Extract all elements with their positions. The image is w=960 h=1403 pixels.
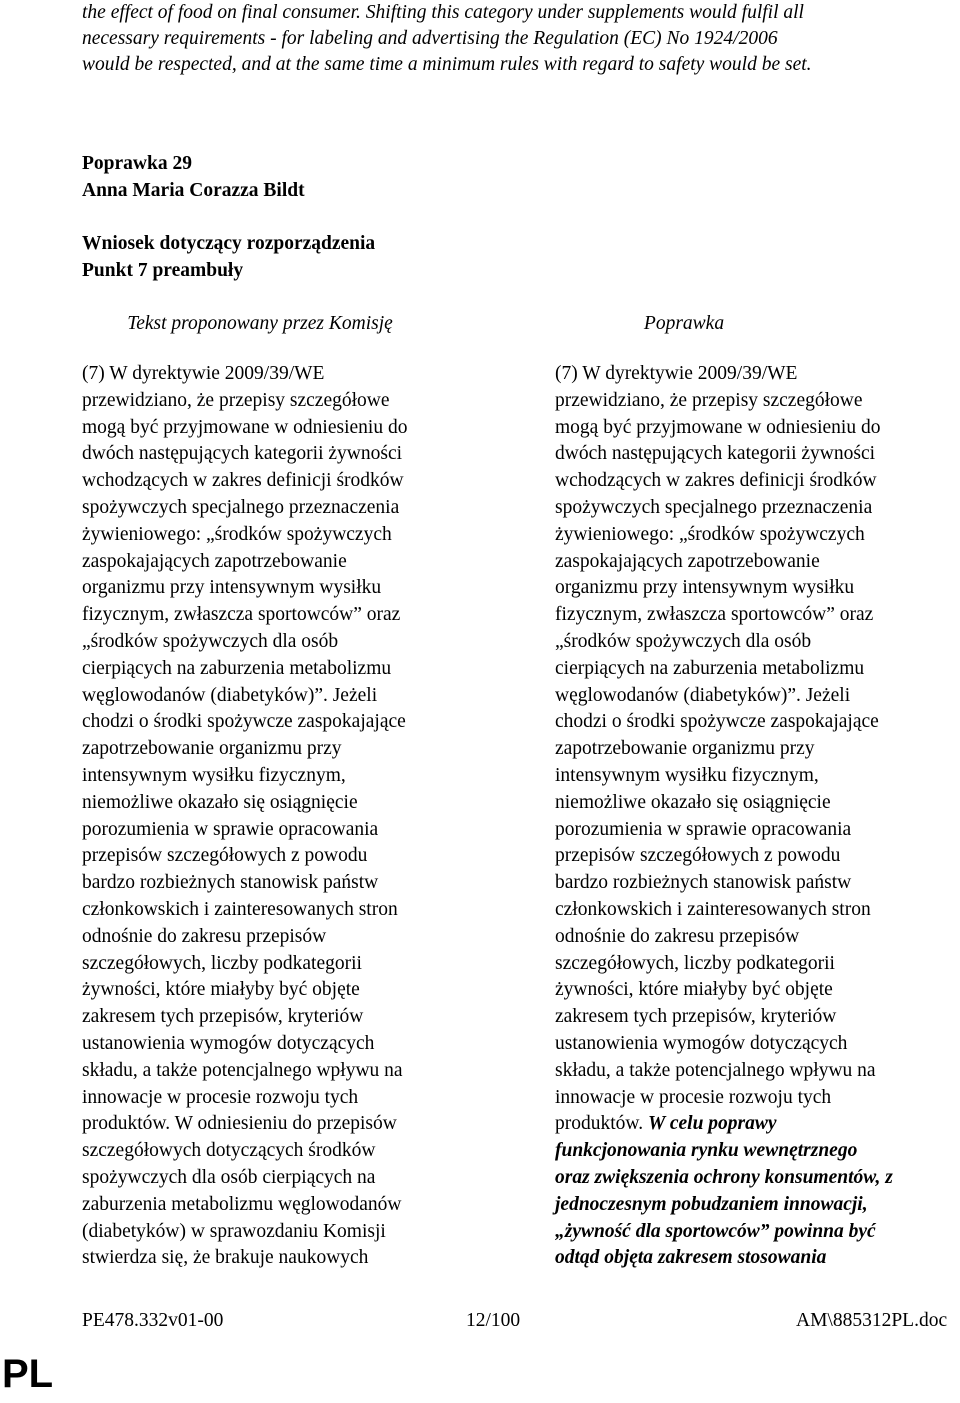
text-line: wchodzących w zakres definicji środków [555, 470, 877, 492]
text-line: żywieniowego: „środków spożywczych [82, 523, 392, 545]
intro-line: would be respected, and at the same time a minimum rules with regard to safety would be set. [82, 54, 812, 75]
text-line: zapotrzebowanie organizmu przy [82, 738, 342, 760]
text-line: (7) W dyrektywie 2009/39/WE [555, 363, 798, 384]
text-line: dwóch następujących kategorii żywności [82, 443, 403, 465]
text-line: „środków spożywczych dla osób [555, 630, 812, 652]
text-line: składu, a także potencjalnego wpływu na [555, 1059, 876, 1081]
amendment-unchanged-text [555, 361, 893, 1111]
amendment-text-heading: Poprawka [643, 313, 725, 334]
text-line: porozumienia w sprawie opracowania [82, 818, 379, 840]
text-line: zapotrzebowanie organizmu przy [555, 738, 815, 760]
text-line: węglowodanów (diabetyków)”. Jeżeli [82, 684, 378, 706]
footer-document-reference: PE478.332v01-00 [82, 1310, 224, 1331]
text-line: fizycznym, zwłaszcza sportowców” oraz [555, 604, 874, 626]
amendment-text-column [555, 361, 893, 1272]
text-line: zaburzenia metabolizmu węglowodanów [82, 1193, 402, 1215]
text-line: jednoczesnym pobudzaniem innowacji, [555, 1193, 868, 1215]
amendment-new-text [555, 1138, 893, 1272]
footer-page-number: 12/100 [466, 1310, 521, 1331]
text-line: szczegółowych dotyczących środków [82, 1140, 376, 1162]
text-line: ustanowienia wymogów dotyczących [82, 1032, 375, 1054]
text-line: odtąd objęta zakresem stosowania [555, 1247, 827, 1269]
text-line: żywności, które miałyby być objęte [82, 979, 360, 1001]
text-line: ustanowienia wymogów dotyczących [555, 1032, 848, 1054]
text-line: bardzo rozbieżnych stanowisk państw [555, 872, 852, 894]
text-line: cierpiących na zaburzenia metabolizmu [82, 657, 392, 679]
text-line: (7) W dyrektywie 2009/39/WE [82, 363, 325, 384]
text-line: stwierdza się, że brakuje naukowych [82, 1247, 369, 1269]
text-line: niemożliwe okazało się osiągnięcie [555, 791, 831, 813]
proposal-type: Wniosek dotyczący rozporządzenia [82, 233, 376, 254]
text-line: chodzi o środki spożywcze zaspokajające [82, 711, 406, 733]
footer-file-name: AM\885312PL.doc [796, 1310, 948, 1331]
text-line: porozumienia w sprawie opracowania [555, 818, 852, 840]
amendment-new-fragment: W celu poprawy [647, 1113, 777, 1135]
text-line: zaspokajających zapotrzebowanie [555, 550, 820, 572]
text-line: spożywczych specjalnego przeznaczenia [82, 496, 400, 518]
text-line: spożywczych dla osób cierpiących na [82, 1166, 376, 1188]
amendment-mixed-line [555, 1111, 893, 1138]
text-line: szczegółowych, liczby podkategorii [82, 952, 362, 974]
commission-text-column [82, 361, 407, 1272]
text-line: (diabetyków) w sprawozdaniu Komisji [82, 1220, 386, 1242]
text-line: wchodzących w zakres definicji środków [82, 470, 404, 492]
text-line: organizmu przy intensywnym wysiłku [555, 577, 855, 599]
text-line: węglowodanów (diabetyków)”. Jeżeli [555, 684, 851, 706]
text-line: spożywczych specjalnego przeznaczenia [555, 496, 873, 518]
text-line: żywności, które miałyby być objęte [555, 979, 833, 1001]
text-line: zakresem tych przepisów, kryteriów [555, 1006, 837, 1028]
amendment-plain-fragment: produktów. [555, 1113, 648, 1135]
text-line: chodzi o środki spożywcze zaspokajające [555, 711, 879, 733]
amendment-author: Anna Maria Corazza Bildt [82, 180, 305, 201]
text-line: zakresem tych przepisów, kryteriów [82, 1006, 364, 1028]
intro-line: necessary requirements - for labeling and advertising the Regulation (EC) No 1924/2006 [82, 28, 778, 49]
text-line: funkcjonowania rynku wewnętrznego [555, 1140, 858, 1162]
text-line: intensywnym wysiłku fizycznym, [82, 764, 346, 786]
text-line: „środków spożywczych dla osób [82, 630, 339, 652]
commission-text-heading: Tekst proponowany przez Komisję [127, 313, 393, 334]
text-line: „żywność dla sportowców” powinna być [555, 1220, 876, 1242]
text-line: szczegółowych, liczby podkategorii [555, 952, 835, 974]
text-line: składu, a także potencjalnego wpływu na [82, 1059, 403, 1081]
text-line: oraz zwiększenia ochrony konsumentów, z [555, 1166, 893, 1188]
intro-paragraph [82, 0, 952, 78]
text-line: przepisów szczegółowych z powodu [82, 845, 368, 867]
text-line: przewidziano, że przepisy szczegółowe [555, 389, 863, 411]
text-line: innowacje w procesie rozwoju tych [555, 1086, 832, 1108]
amendment-header [82, 150, 305, 204]
text-line: dwóch następujących kategorii żywności [555, 443, 876, 465]
text-line: odnośnie do zakresu przepisów [555, 925, 800, 947]
text-line: fizycznym, zwłaszcza sportowców” oraz [82, 604, 401, 626]
text-line: odnośnie do zakresu przepisów [82, 925, 327, 947]
text-line: przewidziano, że przepisy szczegółowe [82, 389, 390, 411]
text-line: zaspokajających zapotrzebowanie [82, 550, 347, 572]
text-line: mogą być przyjmowane w odniesieniu do [555, 416, 881, 438]
text-line: mogą być przyjmowane w odniesieniu do [82, 416, 408, 438]
text-line: produktów. W odniesieniu do przepisów [82, 1113, 397, 1135]
amendment-number: Poprawka 29 [82, 153, 192, 174]
proposal-reference [82, 230, 375, 284]
text-line: organizmu przy intensywnym wysiłku [82, 577, 382, 599]
text-line: niemożliwe okazało się osiągnięcie [82, 791, 358, 813]
text-line: przepisów szczegółowych z powodu [555, 845, 841, 867]
language-code: PL [2, 1352, 54, 1396]
text-line: cierpiących na zaburzenia metabolizmu [555, 657, 865, 679]
text-line: członkowskich i zainteresowanych stron [82, 898, 398, 920]
text-line: członkowskich i zainteresowanych stron [555, 898, 871, 920]
text-line: intensywnym wysiłku fizycznym, [555, 764, 819, 786]
proposal-recital: Punkt 7 preambuły [82, 260, 244, 281]
intro-line: the effect of food on final consumer. Shifting this category under supplements would fulfil all [82, 2, 804, 23]
text-line: bardzo rozbieżnych stanowisk państw [82, 872, 379, 894]
text-line: żywieniowego: „środków spożywczych [555, 523, 865, 545]
text-line: innowacje w procesie rozwoju tych [82, 1086, 359, 1108]
